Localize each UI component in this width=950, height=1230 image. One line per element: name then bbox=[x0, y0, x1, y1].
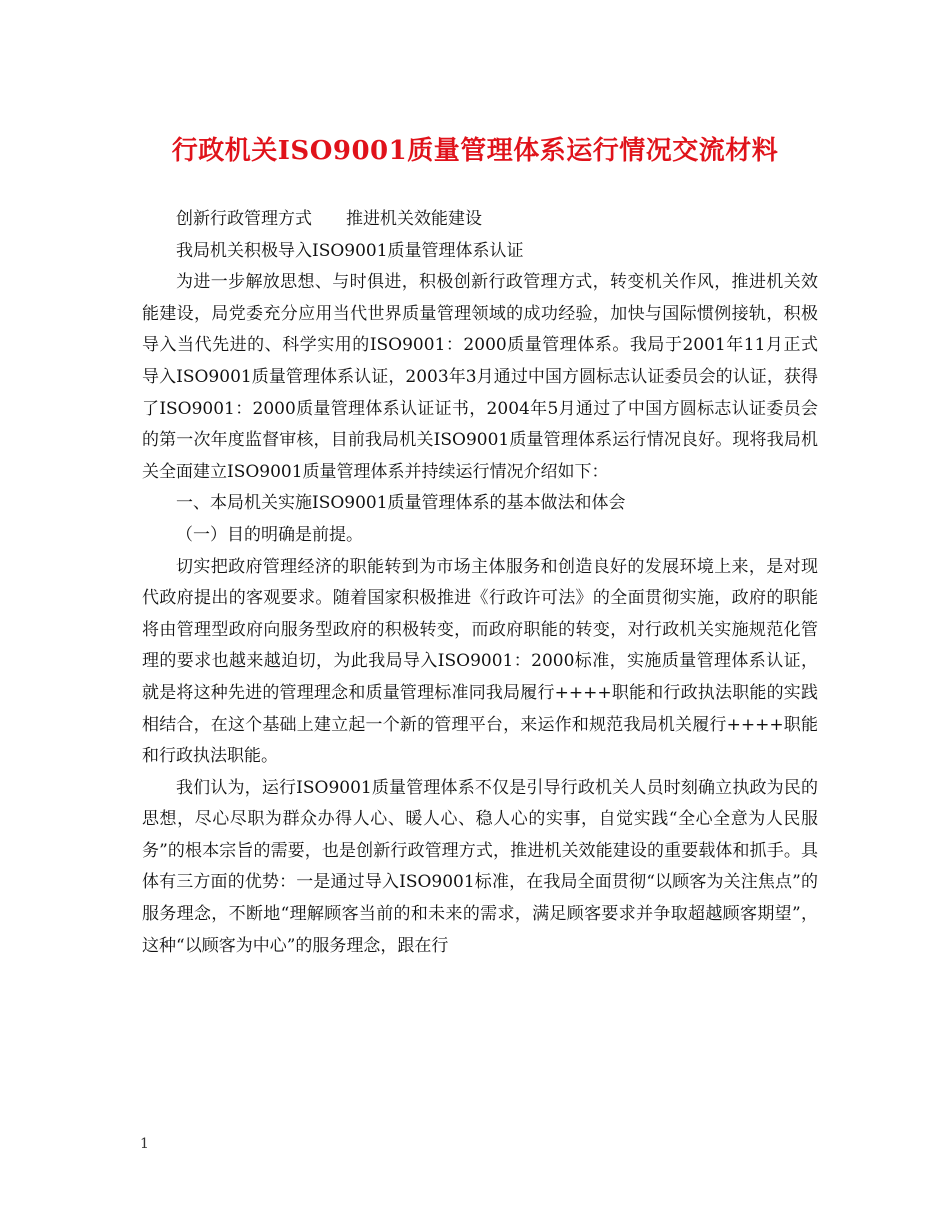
subtitle-part-1: 创新行政管理方式 bbox=[176, 209, 312, 229]
paragraph-purpose: 切实把政府管理经济的职能转到为市场主体服务和创造良好的发展环境上来，是对现代政府提出的客观要求。随着国家积极推进《行政许可法》的全面贯彻实施，政府的职能将由管理型政府向服务型政府的积极转变，而政府职能的转变，对行政机关实施规范化管理的要求也越来越迫切，为此我局导入ISO9001：2000标准，实施质量管理体系认证，就是将这种先进的管理理念和质量管理标准同我局履行++++职能和行政执法职能的实践相结合，在这个基础上建立起一个新的管理平台，来运作和规范我局机关履行++++职能和行政执法职能。 bbox=[142, 556, 818, 767]
subtitle-part-2: 推进机关效能建设 bbox=[346, 209, 482, 229]
document-title: 行政机关ISO9001质量管理体系运行情况交流材料 bbox=[171, 136, 779, 166]
subtitle-line-1 bbox=[142, 204, 818, 236]
paragraph-advantages: 我们认为，运行ISO9001质量管理体系不仅是引导行政机关人员时刻确立执政为民的思想，尽心尽职为群众办得人心、暖人心、稳人心的实事，自觉实践“全心全意为人民服务”的根本宗旨的需要，也是创新行政管理方式，推进机关效能建设的重要载体和抓手。具体有三方面的优势：一是通过导入ISO9001标准，在我局全面贯彻“以顾客为关注焦点”的服务理念，不断地“理解顾客当前的和未来的需求，满足顾客要求并争取超越顾客期望”，这种“以顾客为中心”的服务理念，跟在行 bbox=[142, 777, 818, 956]
section-heading-1: 一、本局机关实施ISO9001质量管理体系的基本做法和体会 bbox=[176, 493, 626, 514]
page-number: 1 bbox=[140, 1136, 149, 1152]
paragraph-intro: 为进一步解放思想、与时俱进，积极创新行政管理方式，转变机关作风，推进机关效能建设，局党委充分应用当代世界质量管理领域的成功经验，加快与国际惯例接轨，积极导入当代先进的、科学实用的ISO9001：2000质量管理体系。我局于2001年11月正式导入ISO9001质量管理体系认证，2003年3月通过中国方圆标志认证委员会的认证，获得了ISO9001：2000质量管理体系认证证书，2004年5月通过了中国方圆标志认证委员会的第一次年度监督审核，目前我局机关ISO9001质量管理体系运行情况良好。现将我局机关全面建立ISO9001质量管理体系并持续运行情况介绍如下： bbox=[142, 272, 818, 482]
subtitle-line-2: 我局机关积极导入ISO9001质量管理体系认证 bbox=[176, 240, 524, 261]
subsection-heading-1: （一）目的明确是前提。 bbox=[176, 524, 363, 545]
document-body bbox=[142, 204, 818, 962]
